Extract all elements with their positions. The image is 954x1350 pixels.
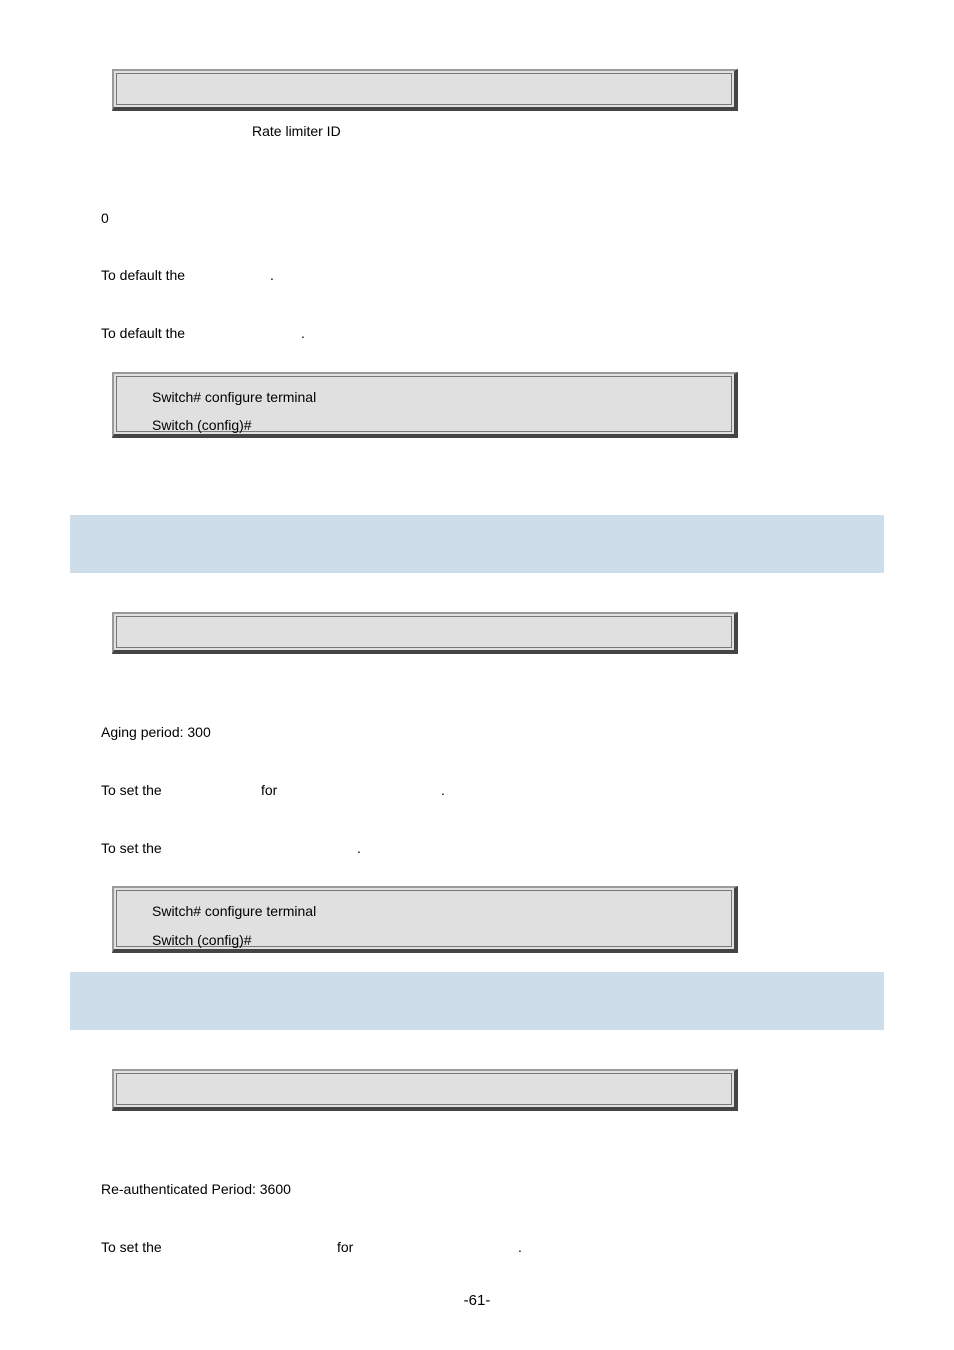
example-line-4: Switch (config)# [152, 932, 252, 948]
usage-5-prefix: To set the [101, 1239, 162, 1255]
usage-5-suffix: . [518, 1239, 522, 1255]
usage-2-suffix: . [301, 325, 305, 341]
example-line-1: Switch# configure terminal [152, 389, 317, 405]
syntax-box-1-inner [116, 73, 732, 105]
section-heading-band-2 [70, 515, 884, 573]
usage-4-prefix: To set the [101, 840, 162, 856]
usage-1-suffix: . [270, 267, 274, 283]
usage-3-mid: for [261, 782, 278, 798]
usage-1-prefix: To default the [101, 267, 186, 283]
usage-3-suffix: . [441, 782, 445, 798]
example-box-1 [112, 372, 738, 438]
page-number: -61- [463, 1292, 491, 1309]
usage-2-prefix: To default the [101, 325, 186, 341]
usage-4-suffix: . [357, 840, 361, 856]
default-value-1: 0 [101, 210, 109, 226]
example-line-2: Switch (config)# [152, 417, 252, 433]
usage-5-mid: for [337, 1239, 354, 1255]
syntax-box-1 [112, 69, 738, 111]
parameter-description: Rate limiter ID [252, 123, 341, 139]
syntax-box-2 [112, 612, 738, 654]
example-box-2 [112, 886, 738, 953]
default-value-2: Aging period: 300 [101, 724, 211, 740]
syntax-box-3 [112, 1069, 738, 1111]
default-value-3: Re-authenticated Period: 3600 [101, 1181, 291, 1197]
section-heading-band-3 [70, 972, 884, 1030]
syntax-box-3-inner [116, 1073, 732, 1105]
syntax-box-2-inner [116, 616, 732, 648]
example-line-3: Switch# configure terminal [152, 903, 317, 919]
usage-3-prefix: To set the [101, 782, 162, 798]
